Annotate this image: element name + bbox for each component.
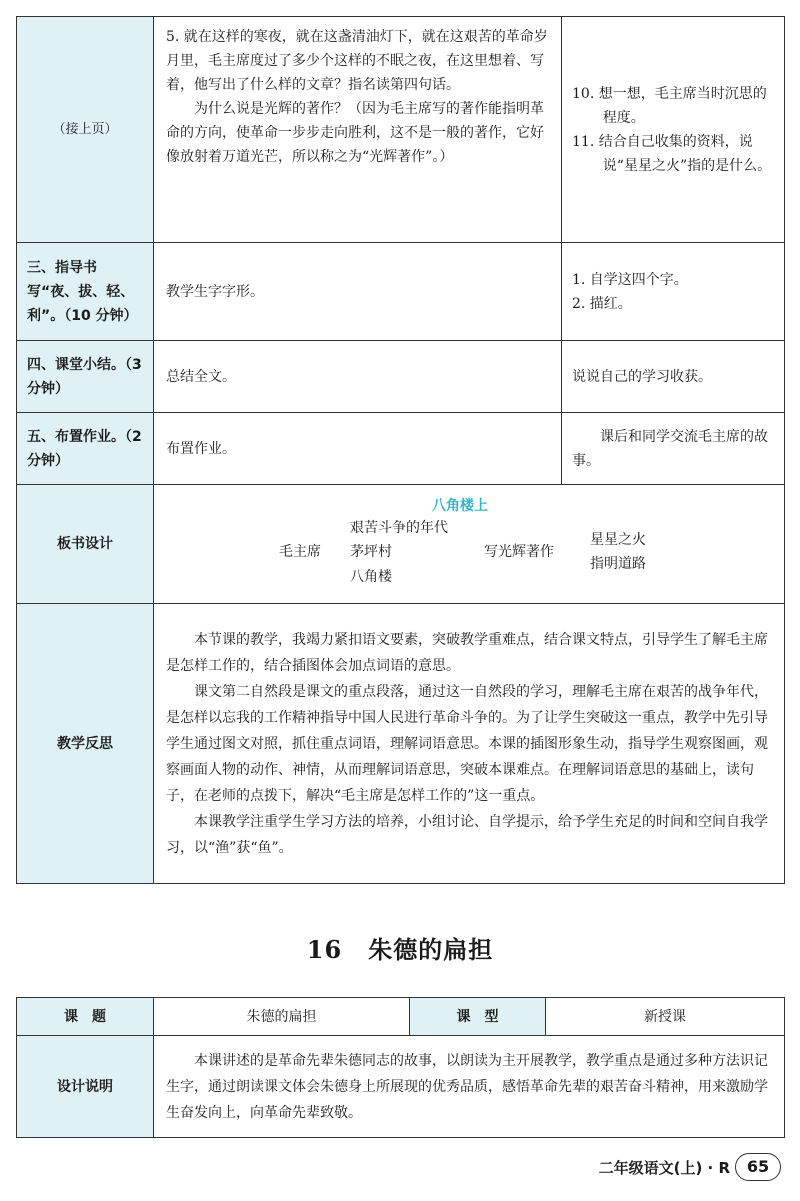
student-text: 说说自己的学习收获。 xyxy=(572,368,712,385)
board-middle-1: 艰苦斗争的年代 xyxy=(350,520,448,536)
type-value-cell xyxy=(546,998,785,1036)
summary-label: 四、课堂小结。（3 分钟） xyxy=(27,356,142,397)
lesson-number: 16 xyxy=(306,935,343,964)
teacher-activity xyxy=(154,341,562,413)
topic-value-cell xyxy=(154,998,410,1036)
homework-label: 五、布置作业。（2 分钟） xyxy=(27,428,142,469)
topic-label: 课 题 xyxy=(64,1008,106,1025)
student-activity xyxy=(562,413,785,485)
design-label: 设计说明 xyxy=(57,1078,113,1095)
lesson-name: 朱德的扁担 xyxy=(368,935,494,964)
board-right-2: 指明道路 xyxy=(590,556,646,572)
info-table xyxy=(16,997,785,1138)
row-label-writing xyxy=(17,243,154,341)
board-left: 毛主席 xyxy=(279,544,321,560)
student-activity xyxy=(562,341,785,413)
table-row xyxy=(17,341,785,413)
teacher-activity xyxy=(154,17,562,243)
writing-label: 三、指导书写“夜、拔、轻、利”。（10 分钟） xyxy=(27,259,138,324)
teacher-activity xyxy=(154,413,562,485)
student-step-10: 10. 想一想，毛主席当时沉思的程度。 xyxy=(572,85,767,126)
reflection-label: 教学反思 xyxy=(57,735,113,752)
table-row xyxy=(17,413,785,485)
teacher-text: 总结全文。 xyxy=(166,368,236,385)
reflection-paragraph: 课文第二自然段是课文的重点段落，通过这一自然段的学习，理解毛主席在艰苦的战争年代，是怎样以忘我的工作精神指导中国人民进行革命斗争的。为了让学生突破这一重点，教学中先引导学生通过图文对照，抓住重点词语，理解词语意思。本课的插图形象生动，指导学生观察图画，观察画面人物的动作、神情，从而理解词语意思，突破本课难点。在理解词语意思的基础上，读句子，在老师的点拨下，解决“毛主席是怎样工作的”这一重点。 xyxy=(166,683,768,804)
reflection-body xyxy=(154,604,785,884)
student-activity xyxy=(562,17,785,243)
row-label-board xyxy=(17,485,154,604)
student-step-1: 1. 自学这四个字。 xyxy=(572,271,688,288)
student-step-2: 2. 描红。 xyxy=(572,295,632,312)
board-middle-2: 茅坪村 xyxy=(350,544,392,560)
board-title: 八角楼上 xyxy=(432,498,488,514)
student-step-11: 11. 结合自己收集的资料，说说“星星之火”指的是什么。 xyxy=(572,133,772,174)
teacher-activity xyxy=(154,243,562,341)
student-activity xyxy=(562,243,785,341)
row-label-homework xyxy=(17,413,154,485)
teacher-question: 为什么说是光辉的著作？（因为毛主席写的著作能指明革命的方向，使革命一步步走向胜利，这不是一般的著作，它好像放射着万道光芒，所以称之为“光辉著作”。） xyxy=(166,101,544,165)
student-text: 课后和同学交流毛主席的故事。 xyxy=(572,428,768,469)
topic-value: 朱德的扁担 xyxy=(246,1008,317,1025)
page-number: 65 xyxy=(735,1153,781,1181)
type-value: 新授课 xyxy=(644,1008,686,1025)
type-label: 课 型 xyxy=(456,1008,499,1025)
board-design-label: 板书设计 xyxy=(57,536,113,552)
row-label-summary xyxy=(17,341,154,413)
table-row xyxy=(17,604,785,884)
teacher-text: 教学生字字形。 xyxy=(166,283,264,300)
board-middle-3: 八角楼 xyxy=(350,569,392,585)
lesson-table xyxy=(16,16,785,884)
reflection-paragraph: 本节课的教学，我竭力紧扣语文要素，突破教学重难点，结合课文特点，引导学生了解毛主席是怎样工作的，结合插图体会加点词语的意思。 xyxy=(166,631,768,674)
table-row xyxy=(17,17,785,243)
board-verb: 写光辉著作 xyxy=(484,544,554,560)
table-row xyxy=(17,1036,785,1138)
row-label-continued xyxy=(17,17,154,243)
row-label-reflection xyxy=(17,604,154,884)
design-label-cell xyxy=(17,1036,154,1138)
teacher-text: 布置作业。 xyxy=(166,440,236,457)
teacher-step-5: 5. 就在这样的寒夜，就在这盏清油灯下，就在这艰苦的革命岁月里，毛主席度过了多少个这样的不眠之夜，在这里想着、写着，他写出了什么样的文章？指名读第四句话。 xyxy=(166,29,548,93)
topic-label-cell xyxy=(17,998,154,1036)
continued-label: （接上页） xyxy=(52,121,118,137)
book-label: 二年级语文(上) · R xyxy=(598,1159,730,1177)
design-text: 本课讲述的是革命先辈朱德同志的故事，以朗读为主开展教学，教学重点是通过多种方法识记生字，通过朗读课文体会朱德身上所展现的优秀品质，感悟革命先辈的艰苦奋斗精神，用来激励学生奋发向上，向革命先辈致敬。 xyxy=(166,1052,768,1121)
type-label-cell xyxy=(410,998,546,1036)
lesson-heading xyxy=(0,930,800,965)
board-design xyxy=(154,485,785,604)
reflection-paragraph: 本课教学注重学生学习方法的培养，小组讨论、自学提示，给予学生充足的时间和空间自我学习，以“渔”获“鱼”。 xyxy=(166,813,768,856)
table-row xyxy=(17,243,785,341)
table-row xyxy=(17,998,785,1036)
table-row xyxy=(17,485,785,604)
design-text-cell xyxy=(154,1036,785,1138)
board-right-1: 星星之火 xyxy=(590,532,646,548)
